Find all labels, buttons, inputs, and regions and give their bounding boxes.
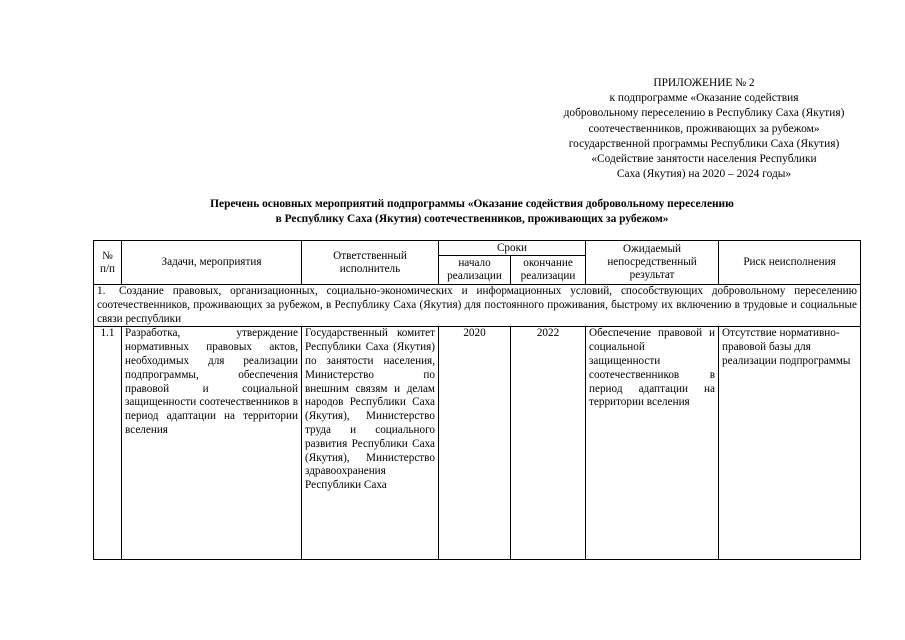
row-num: 1.1 — [94, 327, 122, 560]
row-start: 2020 — [439, 327, 511, 560]
appendix-line: государственной программы Республики Саха (Якутия) — [568, 137, 840, 150]
row-risk: Отсутствие нормативно-правовой базы для реализации подпрограммы — [719, 327, 861, 560]
document-title-line-1: Перечень основных мероприятий подпрограммы «Оказание содействия добровольному переселению — [210, 198, 734, 210]
appendix-line: добровольному переселению в Республику Саха (Якутия) — [563, 107, 845, 120]
header-risk: Риск неисполнения — [719, 241, 861, 285]
header-terms: Сроки — [439, 241, 586, 256]
table-row — [94, 327, 861, 560]
appendix-line: соотечественников, проживающих за рубежом» — [588, 122, 820, 135]
document-title-line-2: в Республику Саха (Якутия) соотечественников, проживающих за рубежом» — [275, 212, 669, 225]
appendix-line: к подпрограмме «Оказание содействия — [609, 92, 799, 105]
header-result: Ожидаемый непосредственный результат — [586, 241, 719, 285]
header-end: окончание реализации — [511, 256, 586, 285]
appendix-header — [520, 76, 888, 182]
section-row — [94, 285, 861, 327]
row-end: 2022 — [511, 327, 586, 560]
appendix-line: Саха (Якутия) на 2020 – 2024 годы» — [616, 168, 792, 181]
document-title — [90, 197, 854, 226]
appendix-line: «Содействие занятости населения Республики — [591, 153, 817, 166]
row-task: Разработка, утверждение нормативных правовых актов, необходимых для реализации подпрограммы, обеспечения правовой и социальной защищенности соотечественников в период адаптации на территории вселения — [122, 327, 302, 560]
header-tasks: Задачи, мероприятия — [122, 241, 302, 285]
row-executor: Государственный комитет Республики Саха (Якутия) по занятости населения, Министерство по внешним связям и делам народов Республики Саха (Якутия), Министерство труда и социального развития Республики Саха (Якутия), Министерство здравоохранения Республики Саха — [302, 327, 439, 560]
row-result: Обеспечение правовой и социальной защищенности соотечественников в период адаптации на территории вселения — [586, 327, 719, 560]
header-start: начало реализации — [439, 256, 511, 285]
measures-table — [93, 240, 861, 560]
section-number: 1. — [97, 285, 106, 297]
appendix-line: ПРИЛОЖЕНИЕ № 2 — [653, 77, 755, 89]
header-executor: Ответственный исполнитель — [302, 241, 439, 285]
header-num: № п/п — [94, 241, 122, 285]
section-text: Создание правовых, организационных, социально-экономических и информационных условий, способствующих добровольному переселению соотечественников, проживающих за рубежом, в Республику Саха (Якутия) для постоянного проживания, быстрому их включению в трудовые и социальные связи республики — [97, 285, 858, 325]
section-cell — [94, 285, 861, 327]
